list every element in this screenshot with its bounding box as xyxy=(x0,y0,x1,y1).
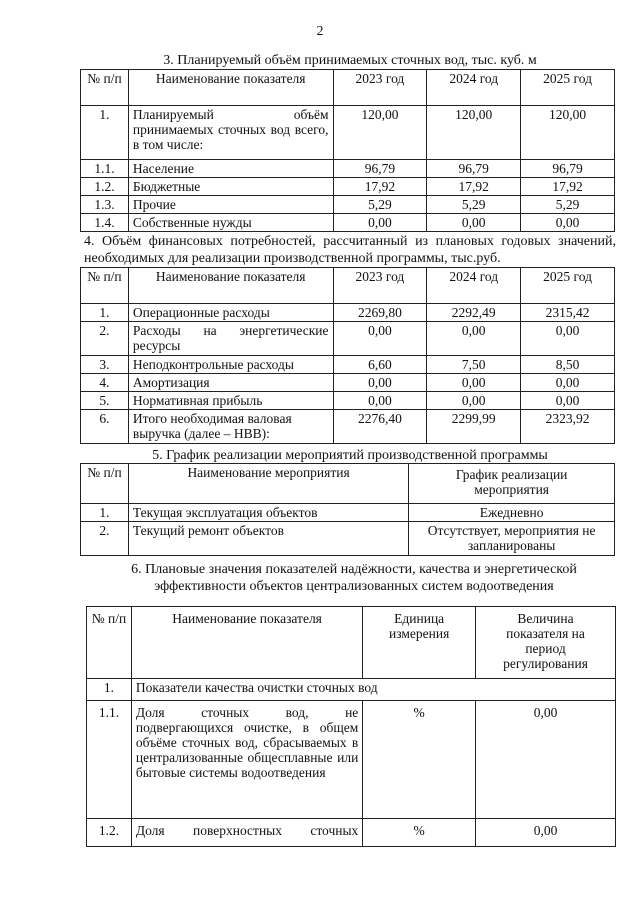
table-header: № п/п xyxy=(81,268,129,304)
row-value: 6,60 xyxy=(333,356,427,374)
row-value: 0,00 xyxy=(427,322,521,356)
row-name: Население xyxy=(128,160,333,178)
row-value: 2276,40 xyxy=(333,410,427,444)
row-value: 0,00 xyxy=(333,392,427,410)
row-value: 0,00 xyxy=(476,819,616,847)
table-header: Единица измерения xyxy=(363,607,476,679)
row-value: 96,79 xyxy=(333,160,427,178)
table-header: 2024 год xyxy=(427,268,521,304)
row-value: 8,50 xyxy=(521,356,615,374)
table-header: 2023 год xyxy=(333,268,427,304)
row-value: 96,79 xyxy=(521,160,615,178)
row-name: Доля поверхностных сточных xyxy=(131,819,362,847)
row-number: 1. xyxy=(81,304,129,322)
row-value: 0,00 xyxy=(427,374,521,392)
section5-table xyxy=(80,463,615,556)
row-number: 1. xyxy=(81,106,129,160)
table-header: Величина показателя на период регулирования xyxy=(476,607,616,679)
table-header: 2025 год xyxy=(521,268,615,304)
row-value: 7,50 xyxy=(427,356,521,374)
row-value: 2269,80 xyxy=(333,304,427,322)
row-number: 1. xyxy=(81,504,129,522)
section6-title: 6. Плановые значения показателей надёжности, качества и энергетической эффективности объектов централизованных систем водоотведения xyxy=(131,562,577,594)
row-name: Неподконтрольные расходы xyxy=(128,356,333,374)
row-number: 1.3. xyxy=(81,196,129,214)
table-row xyxy=(81,196,615,214)
row-value: 0,00 xyxy=(427,214,521,232)
section6-table xyxy=(86,606,616,847)
row-value: 120,00 xyxy=(427,106,521,160)
table-row xyxy=(81,322,615,356)
row-value: 120,00 xyxy=(521,106,615,160)
section4-title: 4. Объём финансовых потребностей, рассчитанный из плановых годовых значений, необходимых для реализации производственной программы, тыс.руб. xyxy=(84,234,616,266)
row-value: 0,00 xyxy=(333,374,427,392)
row-number: 3. xyxy=(81,356,129,374)
table-header: 2024 год xyxy=(427,70,521,106)
page-number: 2 xyxy=(316,24,324,39)
row-value: 0,00 xyxy=(333,322,427,356)
row-number: 1.1. xyxy=(81,160,129,178)
table-header: Наименование показателя xyxy=(131,607,362,679)
row-value: 0,00 xyxy=(521,374,615,392)
row-number: 4. xyxy=(81,374,129,392)
row-number: 2. xyxy=(81,522,129,556)
row-value: 0,00 xyxy=(333,214,427,232)
table-header: 2025 год xyxy=(521,70,615,106)
table-row xyxy=(81,178,615,196)
row-group-name: Показатели качества очистки сточных вод xyxy=(131,679,615,701)
table-row xyxy=(87,679,616,701)
row-value: 2292,49 xyxy=(427,304,521,322)
section3-table xyxy=(80,69,615,232)
row-value: 120,00 xyxy=(333,106,427,160)
row-name: Итого необходимая валовая выручка (далее – НВВ): xyxy=(128,410,333,444)
row-value: 2315,42 xyxy=(521,304,615,322)
table-header: Наименование показателя xyxy=(128,268,333,304)
table-row xyxy=(81,106,615,160)
row-name: Текущая эксплуатация объектов xyxy=(128,504,408,522)
row-value: 5,29 xyxy=(427,196,521,214)
row-name: Текущий ремонт объектов xyxy=(128,522,408,556)
table-row xyxy=(81,304,615,322)
row-number: 1.2. xyxy=(81,178,129,196)
table-row xyxy=(81,214,615,232)
row-value: 0,00 xyxy=(521,214,615,232)
row-name: Операционные расходы xyxy=(128,304,333,322)
row-unit: % xyxy=(363,701,476,819)
row-number: 1. xyxy=(87,679,132,701)
row-schedule: Ежедневно xyxy=(409,504,615,522)
row-value: 5,29 xyxy=(521,196,615,214)
row-value: 2299,99 xyxy=(427,410,521,444)
row-value: 0,00 xyxy=(427,392,521,410)
row-schedule: Отсутствует, мероприятия не запланированы xyxy=(409,522,615,556)
table-row xyxy=(81,522,615,556)
row-number: 1.4. xyxy=(81,214,129,232)
table-header: № п/п xyxy=(81,70,129,106)
row-unit: % xyxy=(363,819,476,847)
row-number: 6. xyxy=(81,410,129,444)
row-value: 17,92 xyxy=(521,178,615,196)
row-value: 96,79 xyxy=(427,160,521,178)
table-row xyxy=(81,504,615,522)
row-number: 5. xyxy=(81,392,129,410)
row-name: Доля сточных вод, не подвергающихся очистке, в общем объёме сточных вод, сбрасываемых в централизованные общесплавные или бытовые системы водоотведения xyxy=(131,701,362,819)
table-row xyxy=(81,160,615,178)
table-header: Наименование мероприятия xyxy=(128,464,408,504)
table-header: 2023 год xyxy=(333,70,427,106)
table-header: № п/п xyxy=(87,607,132,679)
row-number: 1.1. xyxy=(87,701,132,819)
row-name: Бюджетные xyxy=(128,178,333,196)
row-name: Прочие xyxy=(128,196,333,214)
row-name: Амортизация xyxy=(128,374,333,392)
row-number: 1.2. xyxy=(87,819,132,847)
row-name: Расходы на энергетические ресурсы xyxy=(128,322,333,356)
table-header: Наименование показателя xyxy=(128,70,333,106)
table-row xyxy=(87,819,616,847)
section4-table xyxy=(80,267,615,444)
row-name: Собственные нужды xyxy=(128,214,333,232)
table-header: № п/п xyxy=(81,464,129,504)
row-value: 0,00 xyxy=(476,701,616,819)
row-value: 17,92 xyxy=(427,178,521,196)
section5-title: 5. График реализации мероприятий производственной программы xyxy=(152,448,548,463)
row-value: 5,29 xyxy=(333,196,427,214)
table-row xyxy=(81,392,615,410)
row-value: 0,00 xyxy=(521,322,615,356)
row-value: 17,92 xyxy=(333,178,427,196)
table-header: График реализации мероприятия xyxy=(409,464,615,504)
row-value: 2323,92 xyxy=(521,410,615,444)
table-row xyxy=(81,374,615,392)
table-row xyxy=(81,410,615,444)
table-row xyxy=(87,701,616,819)
row-number: 2. xyxy=(81,322,129,356)
table-row xyxy=(81,356,615,374)
row-name: Нормативная прибыль xyxy=(128,392,333,410)
section3-title: 3. Планируемый объём принимаемых сточных вод, тыс. куб. м xyxy=(163,53,537,68)
row-value: 0,00 xyxy=(521,392,615,410)
row-name: Планируемый объём принимаемых сточных вод всего, в том числе: xyxy=(128,106,333,160)
